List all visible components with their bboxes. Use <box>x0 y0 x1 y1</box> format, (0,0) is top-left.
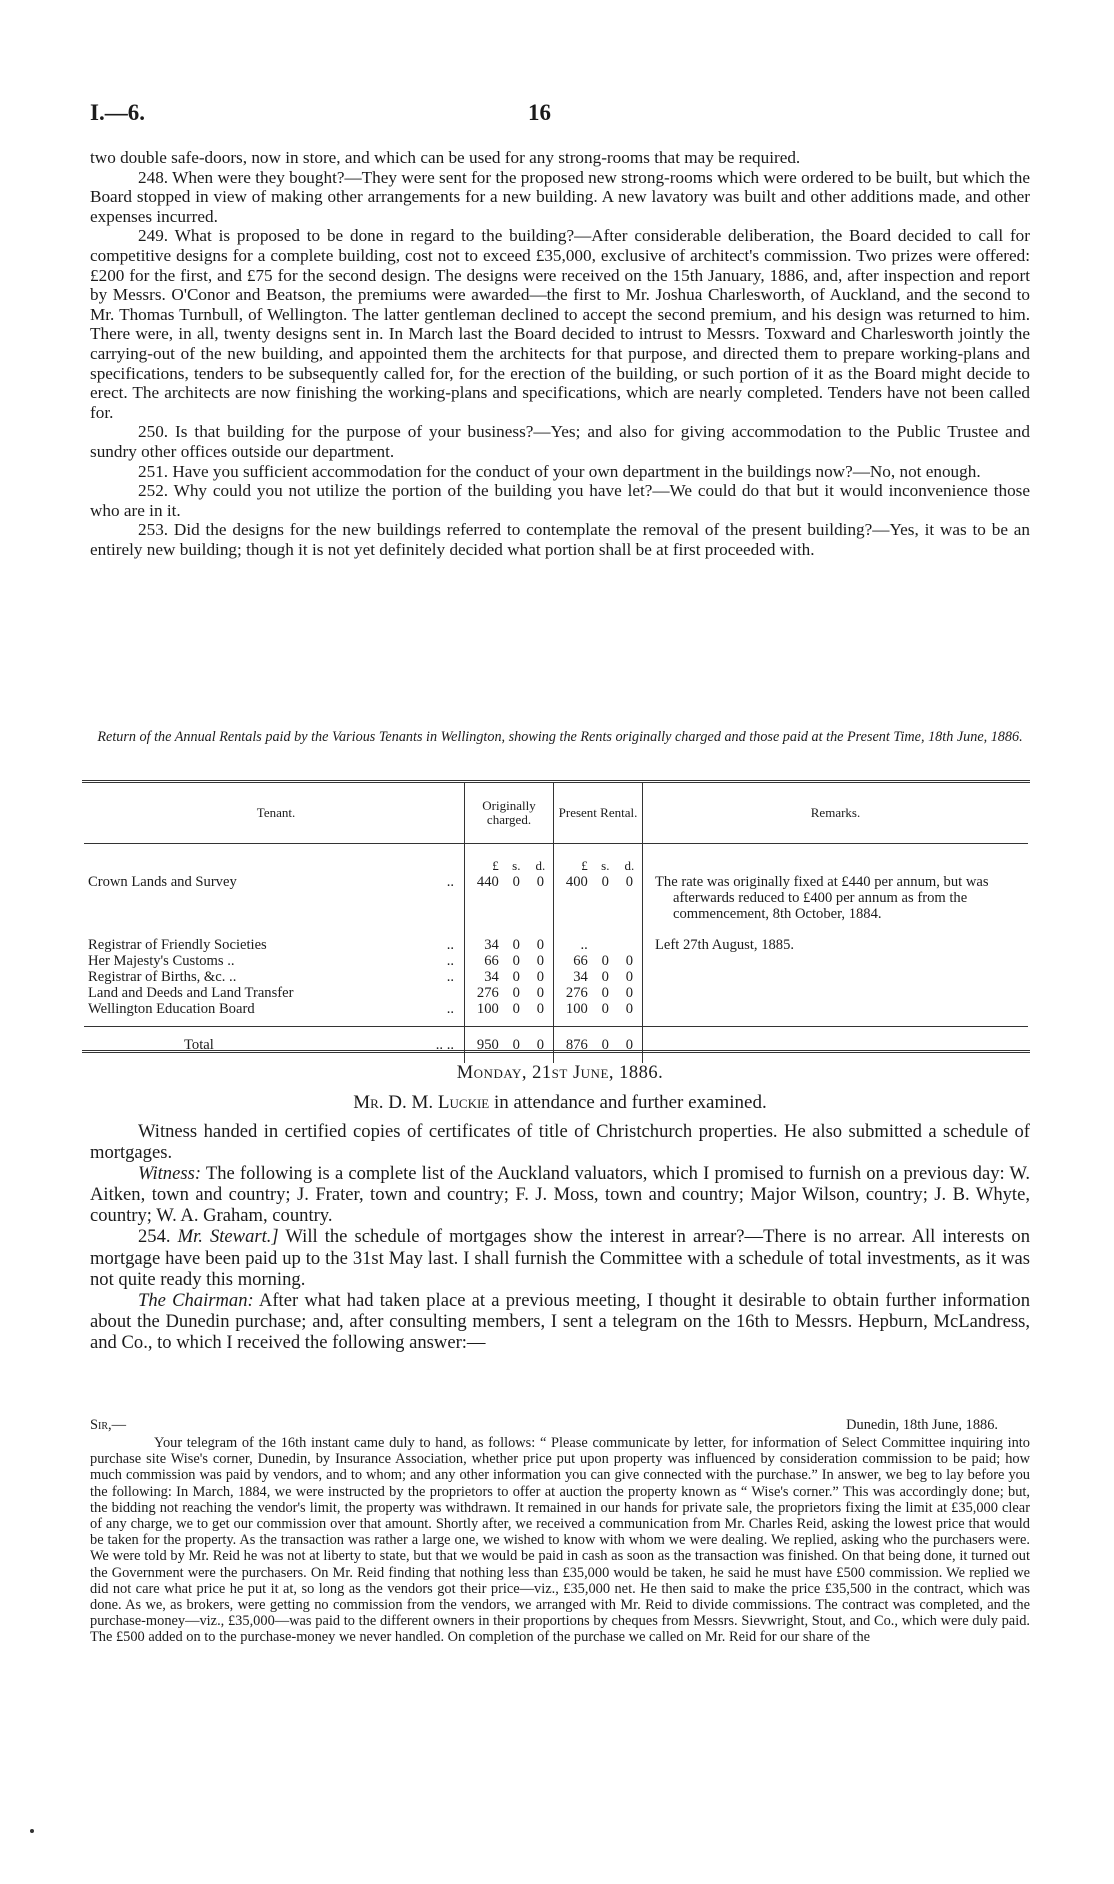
pres-pence: 0 <box>625 985 634 1002</box>
speaker-label: The Chairman: <box>138 1289 254 1311</box>
total-label: Total <box>184 1036 214 1053</box>
total-pres-pounds: 876 <box>554 1026 594 1063</box>
orig-pence: 0 <box>536 1001 545 1018</box>
header-present-rental: Present Rental. <box>554 783 643 844</box>
header-remarks: Remarks. <box>643 783 1029 844</box>
table-row <box>84 969 1028 985</box>
running-header <box>90 100 1030 128</box>
paragraph-253: 253. Did the designs for the new buildings referred to contemplate the removal of the present building?—Yes, it was to be an entirely new building; though it is not yet definitely decided what portion shall be at first proceeded with. <box>90 520 1030 559</box>
total-orig-pounds: 950 <box>465 1026 505 1063</box>
paragraph-250: 250. Is that building for the purpose of your business?—Yes; and also for giving accommodation to the Public Trustee and sundry other offices outside our department. <box>90 422 1030 461</box>
table-header-row <box>84 783 1028 844</box>
paragraph-continuation: two double safe-doors, now in store, and which can be used for any strong-rooms that may be required. <box>90 148 801 167</box>
tenant-name: Crown Lands and Survey <box>88 874 237 890</box>
header-originally-charged: Originally charged. <box>465 783 554 844</box>
quoted-letter <box>90 1417 1030 1646</box>
pres-pence: 0 <box>625 952 634 969</box>
tenant-name: Land and Deeds and Land Transfer <box>88 985 294 1002</box>
orig-shillings: 0 <box>512 1001 520 1018</box>
leader-dots: .. <box>446 952 454 969</box>
evidence-text <box>90 1121 1030 1353</box>
orig-pence: 0 <box>536 952 545 969</box>
pres-pounds: 34 <box>554 969 594 985</box>
pres-shillings: 0 <box>601 969 609 986</box>
unit-shillings: s. <box>601 857 610 873</box>
pres-shillings: 0 <box>601 985 609 1002</box>
speaker-label: Witness: <box>138 1163 202 1185</box>
paragraph-254 <box>90 1226 1030 1289</box>
paragraph-251: 251. Have you sufficient accommodation for the conduct of your own department in the buildings now?—No, not enough. <box>138 461 981 481</box>
paper-code: I.—6. <box>90 100 145 125</box>
tenant-name: Registrar of Friendly Societies <box>88 936 267 953</box>
speaker-label: Mr. Stewart.] <box>177 1226 279 1248</box>
table-bottom-rule <box>82 1050 1030 1053</box>
orig-pence: 0 <box>536 969 545 986</box>
pres-pounds: .. <box>554 937 594 953</box>
leader-dots: .. <box>446 1001 454 1018</box>
leader-dots: .. <box>446 969 454 986</box>
table-row <box>84 874 1028 937</box>
leader-dots: .. <box>446 936 454 953</box>
orig-pence: 0 <box>536 936 545 953</box>
total-orig-pence: 0 <box>528 1026 554 1063</box>
orig-shillings: 0 <box>512 985 520 1002</box>
pres-shillings: 0 <box>601 952 609 969</box>
orig-shillings: 0 <box>512 936 520 953</box>
pres-pounds: 100 <box>554 1001 594 1026</box>
leader-dots: .. <box>446 874 454 890</box>
margin-dot <box>30 1829 34 1833</box>
evidence-paragraph-text: Will the schedule of mortgages show the interest in arrear?—There is no arrear. All interests on mortgage have been paid up to the 31st May last. I shall furnish the Committee with a schedule of total investments, as it was not quite ready this morning. <box>90 1226 1030 1290</box>
pres-pence: 0 <box>625 969 634 986</box>
table-row <box>84 985 1028 1001</box>
pres-shillings <box>594 937 617 953</box>
unit-shillings: s. <box>512 857 521 873</box>
table-row <box>84 953 1028 969</box>
evidence-paragraph-text: The following is a complete list of the Auckland valuators, which I promised to furnish on a previous day: W. Aitken, town and country; J. Frater, town and country; F. J. Moss, town and country; Major Wilson, country; J. B. Whyte, country; W. A. Graham, country. <box>90 1163 1030 1227</box>
pres-shillings: 0 <box>601 1001 609 1018</box>
orig-pounds: 100 <box>465 1001 505 1026</box>
evidence-paragraph-text: After what had taken place at a previous meeting, I thought it desirable to obtain further information about the Dunedin purchase; and, after consulting members, I sent a telegram on the 16th to Messrs. Hepburn, McLandress, and Co., to which I received the following answer:— <box>90 1289 1030 1353</box>
total-orig-shillings: 0 <box>505 1026 528 1063</box>
units-row <box>84 844 1028 875</box>
orig-shillings: 0 <box>512 969 520 986</box>
pres-pounds: 66 <box>554 953 594 969</box>
unit-pence: d. <box>535 857 546 873</box>
orig-pounds: 34 <box>465 969 505 985</box>
pres-shillings: 0 <box>601 874 609 890</box>
orig-shillings: 0 <box>512 952 520 969</box>
evidence-paragraph <box>90 1290 1030 1353</box>
pres-pounds: 276 <box>554 985 594 1001</box>
evidence-paragraph <box>90 1163 1030 1226</box>
paragraph-252: 252. Why could you not utilize the portion of the building you have let?—We could do that but it would inconvenience those who are in it. <box>90 481 1030 520</box>
session-heading: Monday, 21st June, 1886. <box>456 1063 664 1083</box>
paragraph-248: 248. When were they bought?—They were sent for the proposed new strong-rooms which were ordered to be built, but which the Board stopped in view of making other arrangements for a new building. A new lavatory was built and other additions made, and other expenses incurred. <box>90 167 1030 226</box>
orig-pounds: 440 <box>465 874 505 937</box>
attendance-text: in attendance and further examined. <box>489 1092 767 1113</box>
table-row <box>84 1001 1028 1026</box>
pres-pounds: 400 <box>554 874 594 937</box>
witness-name: Mr. D. M. Luckie <box>353 1092 490 1113</box>
unit-pounds: £ <box>554 844 594 875</box>
table-total-row <box>84 1026 1028 1063</box>
table-caption: Return of the Annual Rentals paid by the Various Tenants in Wellington, showing the Rents originally charged and those paid at the Present Time, 18th June, 1886. <box>97 729 1023 745</box>
page-number: 16 <box>528 100 551 125</box>
letter-body: Your telegram of the 16th instant came duly to hand, as follows: “ Please communicate by letter, for information of Select Committee inquiring into purchase site Wise's corner, Dunedin, by Insurance Association, whether price put upon property was influenced by consideration commission to be paid; how much commission was paid by vendors, and to whom; and any other information you can give connected with the purchase.” In answer, we beg to lay before you the following: In March, 1884, we were instructed by the proprietors to offer at auction the property known as “ Wise's corner.” This was accordingly done; but, the bidding not reaching the vendor's limit, the property was withdrawn. It remained in our hands for private sale, the proprietors fixing the limit at £35,000 clear of any charge, we to get our commission over that amount. Shortly after, we received a communication from Mr. Charles Reid, asking the lowest price that would be taken for the property. As the transaction was rather a large one, we wished to know with whom we were dealing. We replied, asking who the purchasers were. We were told by Mr. Reid he was not at liberty to state, but that we would be paid in cash as soon as the transaction was finished. On that being done, it turned out the Government were the purchasers. On Mr. Reid finding that nothing less than £35,000 would be taken, he said he must have £500 commission. We replied we did not care what price he put it at, so long as the vendors got their price—viz., £35,000 net. He then said to make the price £35,500 in the contract, which was done. As we, as brokers, were getting no commission from the vendors, we arranged with Mr. Reid to divide commissions. The contract was completed, and the purchase-money—viz., £35,000—was paid to the different owners in their proportions by cheques from Messrs. Sievwright, Stout, and Co., which were duly paid. The £500 added on to the purchase-money we never handled. On completion of the purchase we called on Mr. Reid for our share of the <box>90 1435 1030 1646</box>
evidence-paragraph: Witness handed in certified copies of certificates of title of Christchurch properties. He also submitted a schedule of mortgages. <box>90 1121 1030 1164</box>
pres-pence <box>617 937 643 953</box>
minutes-text <box>90 148 1030 559</box>
letter-salutation: Sir,— <box>90 1417 126 1433</box>
rentals-table <box>84 783 1028 1063</box>
leader-dots: .. .. <box>435 1036 454 1053</box>
tenant-name: Wellington Education Board <box>88 1001 255 1018</box>
tenant-name: Her Majesty's Customs .. <box>88 952 235 969</box>
orig-pence: 0 <box>536 874 545 890</box>
unit-pounds: £ <box>465 844 505 875</box>
letter-date: Dunedin, 18th June, 1886. <box>846 1417 998 1433</box>
orig-pounds: 276 <box>465 985 505 1001</box>
attendance-line <box>90 1092 1030 1114</box>
total-pres-shillings: 0 <box>594 1026 617 1063</box>
question-number: 254. <box>138 1226 178 1248</box>
table-row <box>84 937 1028 953</box>
header-tenant: Tenant. <box>84 783 465 844</box>
pres-pence: 0 <box>625 1001 634 1018</box>
unit-pence: d. <box>624 857 635 873</box>
tenant-name: Registrar of Births, &c. .. <box>88 969 237 986</box>
orig-pounds: 34 <box>465 937 505 953</box>
orig-pounds: 66 <box>465 953 505 969</box>
orig-pence: 0 <box>536 985 545 1002</box>
orig-shillings: 0 <box>512 874 520 890</box>
paragraph-249: 249. What is proposed to be done in regard to the building?—After considerable deliberation, the Board decided to call for competitive designs for a complete building, cost not to exceed £35,000, exclusive of architect's commission. Two prizes were offered: £200 for the first, and £75 for the second design. The designs were received on the 15th January, 1886, and, after inspection and report by Messrs. O'Conor and Beatson, the premiums were awarded—the first to Mr. Joshua Charlesworth, of Auckland, and the second to Mr. Thomas Turnbull, of Wellington. The latter gentleman declined to accept the second premium, and his design was returned to him. There were, in all, twenty designs sent in. In March last the Board decided to intrust to Messrs. Toxward and Charlesworth jointly the carrying-out of the new building, and appointed them the architects for that purpose, and directed them to prepare working-plans and specifications, tenders to be subsequently called for, for the erection of the building, or such portion of it as the Board might decide to erect. The architects are now finishing the working-plans and specifications, which are nearly completed. Tenders have not been called for. <box>90 226 1030 422</box>
remarks-text: Left 27th August, 1885. <box>655 936 795 953</box>
total-pres-pence: 0 <box>617 1026 643 1063</box>
pres-pence: 0 <box>625 874 634 890</box>
remarks-text: The rate was originally fixed at £440 per annum, but was afterwards reduced to £400 per annum as from the commencement, 8th October, 1884. <box>655 874 989 923</box>
